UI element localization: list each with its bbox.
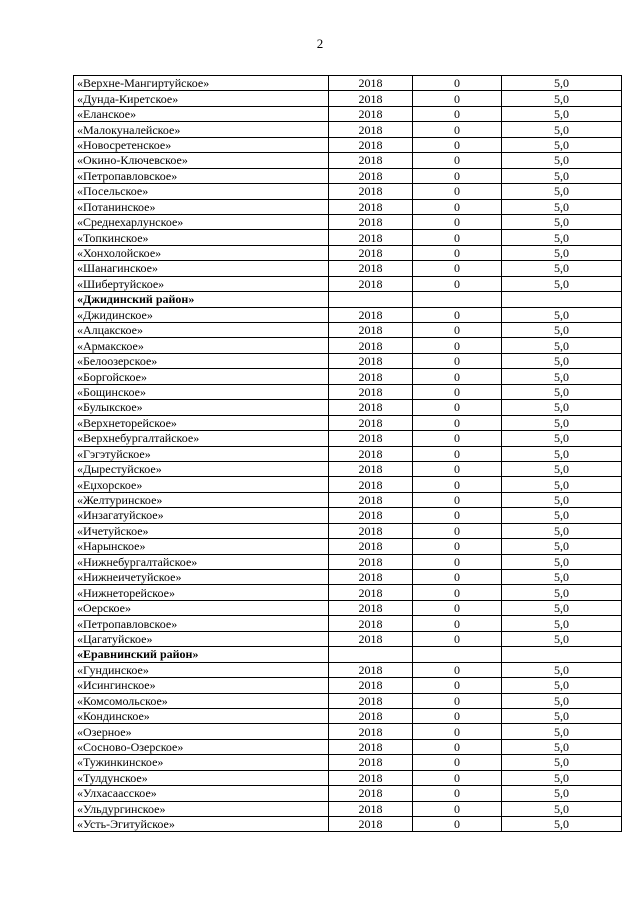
settlement-name-cell: «Среднехарлунское» <box>74 214 329 229</box>
rate-cell <box>502 647 622 662</box>
year-cell: 2018 <box>329 508 413 523</box>
value-cell: 0 <box>413 323 502 338</box>
table-row <box>74 307 622 322</box>
value-cell: 0 <box>413 168 502 183</box>
settlement-name-cell: «Малокуналейское» <box>74 122 329 137</box>
year-cell: 2018 <box>329 106 413 121</box>
value-cell: 0 <box>413 91 502 106</box>
year-cell: 2018 <box>329 631 413 646</box>
settlement-name-cell: «Сосново-Озерское» <box>74 739 329 754</box>
table-row <box>74 353 622 368</box>
year-cell: 2018 <box>329 786 413 801</box>
rate-cell: 5,0 <box>502 570 622 585</box>
table-row <box>74 770 622 785</box>
settlement-name-cell: «Джидинское» <box>74 307 329 322</box>
settlement-name-cell: «Дунда-Киретское» <box>74 91 329 106</box>
rate-cell: 5,0 <box>502 153 622 168</box>
value-cell: 0 <box>413 276 502 291</box>
value-cell: 0 <box>413 307 502 322</box>
rate-cell: 5,0 <box>502 770 622 785</box>
table-row <box>74 755 622 770</box>
table-row <box>74 137 622 152</box>
rate-cell: 5,0 <box>502 431 622 446</box>
rate-cell: 5,0 <box>502 786 622 801</box>
settlement-name-cell: «Нижнеичетуйское» <box>74 570 329 585</box>
data-table <box>73 75 622 832</box>
rate-cell: 5,0 <box>502 600 622 615</box>
settlement-name-cell: «Оерское» <box>74 600 329 615</box>
year-cell: 2018 <box>329 817 413 832</box>
value-cell: 0 <box>413 245 502 260</box>
year-cell: 2018 <box>329 539 413 554</box>
rate-cell: 5,0 <box>502 461 622 476</box>
table-row <box>74 106 622 121</box>
value-cell: 0 <box>413 585 502 600</box>
year-cell: 2018 <box>329 801 413 816</box>
settlement-name-cell: «Еравнинский район» <box>74 647 329 662</box>
rate-cell: 5,0 <box>502 338 622 353</box>
value-cell: 0 <box>413 106 502 121</box>
settlement-name-cell: «Потанинское» <box>74 199 329 214</box>
table-row <box>74 801 622 816</box>
year-cell: 2018 <box>329 353 413 368</box>
rate-cell: 5,0 <box>502 230 622 245</box>
table-row <box>74 616 622 631</box>
rate-cell: 5,0 <box>502 678 622 693</box>
rate-cell: 5,0 <box>502 369 622 384</box>
value-cell <box>413 647 502 662</box>
table-row <box>74 708 622 723</box>
value-cell: 0 <box>413 662 502 677</box>
rate-cell: 5,0 <box>502 616 622 631</box>
settlement-name-cell: «Усть-Эгитуйское» <box>74 817 329 832</box>
value-cell: 0 <box>413 693 502 708</box>
value-cell: 0 <box>413 616 502 631</box>
value-cell <box>413 292 502 307</box>
rate-cell: 5,0 <box>502 168 622 183</box>
year-cell: 2018 <box>329 245 413 260</box>
value-cell: 0 <box>413 492 502 507</box>
table-row <box>74 214 622 229</box>
rate-cell: 5,0 <box>502 708 622 723</box>
year-cell: 2018 <box>329 770 413 785</box>
settlement-name-cell: «Тулдунское» <box>74 770 329 785</box>
year-cell: 2018 <box>329 662 413 677</box>
year-cell <box>329 647 413 662</box>
settlement-name-cell: «Верхнеторейское» <box>74 415 329 430</box>
settlement-name-cell: «Алцакское» <box>74 323 329 338</box>
value-cell: 0 <box>413 230 502 245</box>
value-cell: 0 <box>413 477 502 492</box>
settlement-name-cell: «Комсомольское» <box>74 693 329 708</box>
rate-cell: 5,0 <box>502 76 622 91</box>
table-row <box>74 261 622 276</box>
rate-cell: 5,0 <box>502 539 622 554</box>
value-cell: 0 <box>413 153 502 168</box>
rate-cell: 5,0 <box>502 307 622 322</box>
district-header-row <box>74 292 622 307</box>
settlement-name-cell: «Верхнебургалтайское» <box>74 431 329 446</box>
settlement-name-cell: «Исингинское» <box>74 678 329 693</box>
value-cell: 0 <box>413 446 502 461</box>
settlement-name-cell: «Окино-Ключевское» <box>74 153 329 168</box>
value-cell: 0 <box>413 369 502 384</box>
rate-cell: 5,0 <box>502 631 622 646</box>
settlement-name-cell: «Нижнеторейское» <box>74 585 329 600</box>
settlement-name-cell: «Шанагинское» <box>74 261 329 276</box>
year-cell: 2018 <box>329 431 413 446</box>
rate-cell: 5,0 <box>502 523 622 538</box>
value-cell: 0 <box>413 76 502 91</box>
rate-cell: 5,0 <box>502 137 622 152</box>
settlement-name-cell: «Гэгэтуйское» <box>74 446 329 461</box>
settlement-name-cell: «Армакское» <box>74 338 329 353</box>
rate-cell: 5,0 <box>502 446 622 461</box>
settlement-name-cell: «Улхасаасское» <box>74 786 329 801</box>
value-cell: 0 <box>413 214 502 229</box>
value-cell: 0 <box>413 631 502 646</box>
table-row <box>74 153 622 168</box>
rate-cell: 5,0 <box>502 817 622 832</box>
table-row <box>74 693 622 708</box>
table-row <box>74 492 622 507</box>
rate-cell: 5,0 <box>502 801 622 816</box>
value-cell: 0 <box>413 415 502 430</box>
year-cell: 2018 <box>329 91 413 106</box>
table-row <box>74 122 622 137</box>
value-cell: 0 <box>413 184 502 199</box>
year-cell: 2018 <box>329 230 413 245</box>
rate-cell: 5,0 <box>502 662 622 677</box>
value-cell: 0 <box>413 724 502 739</box>
settlement-name-cell: «Цагатуйское» <box>74 631 329 646</box>
value-cell: 0 <box>413 384 502 399</box>
year-cell: 2018 <box>329 276 413 291</box>
table-row <box>74 631 622 646</box>
rate-cell: 5,0 <box>502 106 622 121</box>
settlement-name-cell: «Топкинское» <box>74 230 329 245</box>
year-cell: 2018 <box>329 168 413 183</box>
settlement-name-cell: «Еџхорское» <box>74 477 329 492</box>
value-cell: 0 <box>413 338 502 353</box>
value-cell: 0 <box>413 431 502 446</box>
table-row <box>74 276 622 291</box>
table-row <box>74 523 622 538</box>
table-row <box>74 600 622 615</box>
settlement-name-cell: «Петропавловское» <box>74 616 329 631</box>
settlement-name-cell: «Нижнебургалтайское» <box>74 554 329 569</box>
rate-cell: 5,0 <box>502 554 622 569</box>
table-row <box>74 554 622 569</box>
value-cell: 0 <box>413 353 502 368</box>
settlement-name-cell: «Бощинское» <box>74 384 329 399</box>
table-row <box>74 786 622 801</box>
rate-cell: 5,0 <box>502 693 622 708</box>
table-row <box>74 662 622 677</box>
year-cell: 2018 <box>329 523 413 538</box>
settlement-name-cell: «Дырестуйское» <box>74 461 329 476</box>
table-row <box>74 678 622 693</box>
settlement-name-cell: «Петропавловское» <box>74 168 329 183</box>
table-row <box>74 384 622 399</box>
table-row <box>74 585 622 600</box>
value-cell: 0 <box>413 708 502 723</box>
year-cell: 2018 <box>329 678 413 693</box>
rate-cell: 5,0 <box>502 400 622 415</box>
settlement-name-cell: «Ичетуйское» <box>74 523 329 538</box>
settlement-name-cell: «Боргойское» <box>74 369 329 384</box>
settlement-name-cell: «Ульдургинское» <box>74 801 329 816</box>
year-cell: 2018 <box>329 137 413 152</box>
district-header-row <box>74 647 622 662</box>
rate-cell: 5,0 <box>502 585 622 600</box>
settlement-name-cell: «Кондинское» <box>74 708 329 723</box>
year-cell: 2018 <box>329 477 413 492</box>
year-cell: 2018 <box>329 415 413 430</box>
table-row <box>74 446 622 461</box>
year-cell: 2018 <box>329 338 413 353</box>
year-cell: 2018 <box>329 400 413 415</box>
year-cell: 2018 <box>329 755 413 770</box>
year-cell: 2018 <box>329 600 413 615</box>
year-cell: 2018 <box>329 214 413 229</box>
table-row <box>74 477 622 492</box>
year-cell: 2018 <box>329 492 413 507</box>
year-cell: 2018 <box>329 184 413 199</box>
settlement-name-cell: «Озерное» <box>74 724 329 739</box>
value-cell: 0 <box>413 554 502 569</box>
rate-cell: 5,0 <box>502 384 622 399</box>
year-cell <box>329 292 413 307</box>
value-cell: 0 <box>413 400 502 415</box>
table-row <box>74 415 622 430</box>
rate-cell: 5,0 <box>502 755 622 770</box>
value-cell: 0 <box>413 600 502 615</box>
value-cell: 0 <box>413 739 502 754</box>
table-row <box>74 76 622 91</box>
rate-cell: 5,0 <box>502 276 622 291</box>
value-cell: 0 <box>413 770 502 785</box>
settlement-name-cell: «Новосретенское» <box>74 137 329 152</box>
table-body <box>74 76 622 832</box>
table-row <box>74 184 622 199</box>
year-cell: 2018 <box>329 585 413 600</box>
rate-cell: 5,0 <box>502 739 622 754</box>
value-cell: 0 <box>413 508 502 523</box>
value-cell: 0 <box>413 539 502 554</box>
table-row <box>74 539 622 554</box>
table-row <box>74 739 622 754</box>
value-cell: 0 <box>413 570 502 585</box>
value-cell: 0 <box>413 817 502 832</box>
rate-cell: 5,0 <box>502 91 622 106</box>
settlement-name-cell: «Верхне-Мангиртуйское» <box>74 76 329 91</box>
rate-cell: 5,0 <box>502 323 622 338</box>
value-cell: 0 <box>413 261 502 276</box>
rate-cell: 5,0 <box>502 508 622 523</box>
rate-cell: 5,0 <box>502 245 622 260</box>
table-row <box>74 245 622 260</box>
table-row <box>74 724 622 739</box>
rate-cell: 5,0 <box>502 199 622 214</box>
settlement-name-cell: «Тужинкинское» <box>74 755 329 770</box>
value-cell: 0 <box>413 461 502 476</box>
year-cell: 2018 <box>329 369 413 384</box>
settlement-name-cell: «Белоозерское» <box>74 353 329 368</box>
settlement-name-cell: «Джидинский район» <box>74 292 329 307</box>
year-cell: 2018 <box>329 554 413 569</box>
year-cell: 2018 <box>329 307 413 322</box>
rate-cell: 5,0 <box>502 724 622 739</box>
rate-cell: 5,0 <box>502 353 622 368</box>
page-number: 2 <box>316 36 324 51</box>
table-row <box>74 817 622 832</box>
rate-cell: 5,0 <box>502 214 622 229</box>
value-cell: 0 <box>413 523 502 538</box>
table-row <box>74 323 622 338</box>
table-row <box>74 199 622 214</box>
year-cell: 2018 <box>329 724 413 739</box>
rate-cell: 5,0 <box>502 122 622 137</box>
rate-cell: 5,0 <box>502 477 622 492</box>
rate-cell <box>502 292 622 307</box>
year-cell: 2018 <box>329 261 413 276</box>
settlement-name-cell: «Еланское» <box>74 106 329 121</box>
year-cell: 2018 <box>329 122 413 137</box>
value-cell: 0 <box>413 786 502 801</box>
year-cell: 2018 <box>329 323 413 338</box>
year-cell: 2018 <box>329 708 413 723</box>
value-cell: 0 <box>413 137 502 152</box>
value-cell: 0 <box>413 122 502 137</box>
table-row <box>74 168 622 183</box>
year-cell: 2018 <box>329 461 413 476</box>
value-cell: 0 <box>413 801 502 816</box>
settlement-name-cell: «Булыкское» <box>74 400 329 415</box>
table-row <box>74 230 622 245</box>
year-cell: 2018 <box>329 693 413 708</box>
year-cell: 2018 <box>329 739 413 754</box>
table-row <box>74 338 622 353</box>
year-cell: 2018 <box>329 384 413 399</box>
settlement-name-cell: «Гундинское» <box>74 662 329 677</box>
settlement-name-cell: «Хонхолойское» <box>74 245 329 260</box>
rate-cell: 5,0 <box>502 415 622 430</box>
table-row <box>74 400 622 415</box>
settlement-name-cell: «Шибертуйское» <box>74 276 329 291</box>
table-row <box>74 369 622 384</box>
table-row <box>74 508 622 523</box>
year-cell: 2018 <box>329 199 413 214</box>
settlement-name-cell: «Инзагатуйское» <box>74 508 329 523</box>
value-cell: 0 <box>413 755 502 770</box>
settlement-name-cell: «Посельское» <box>74 184 329 199</box>
table-row <box>74 461 622 476</box>
rate-cell: 5,0 <box>502 261 622 276</box>
year-cell: 2018 <box>329 616 413 631</box>
rate-cell: 5,0 <box>502 184 622 199</box>
settlement-name-cell: «Желтуринское» <box>74 492 329 507</box>
year-cell: 2018 <box>329 570 413 585</box>
table-row <box>74 91 622 106</box>
year-cell: 2018 <box>329 153 413 168</box>
year-cell: 2018 <box>329 76 413 91</box>
table-row <box>74 570 622 585</box>
rate-cell: 5,0 <box>502 492 622 507</box>
value-cell: 0 <box>413 678 502 693</box>
table-row <box>74 431 622 446</box>
year-cell: 2018 <box>329 446 413 461</box>
value-cell: 0 <box>413 199 502 214</box>
settlement-name-cell: «Нарынское» <box>74 539 329 554</box>
